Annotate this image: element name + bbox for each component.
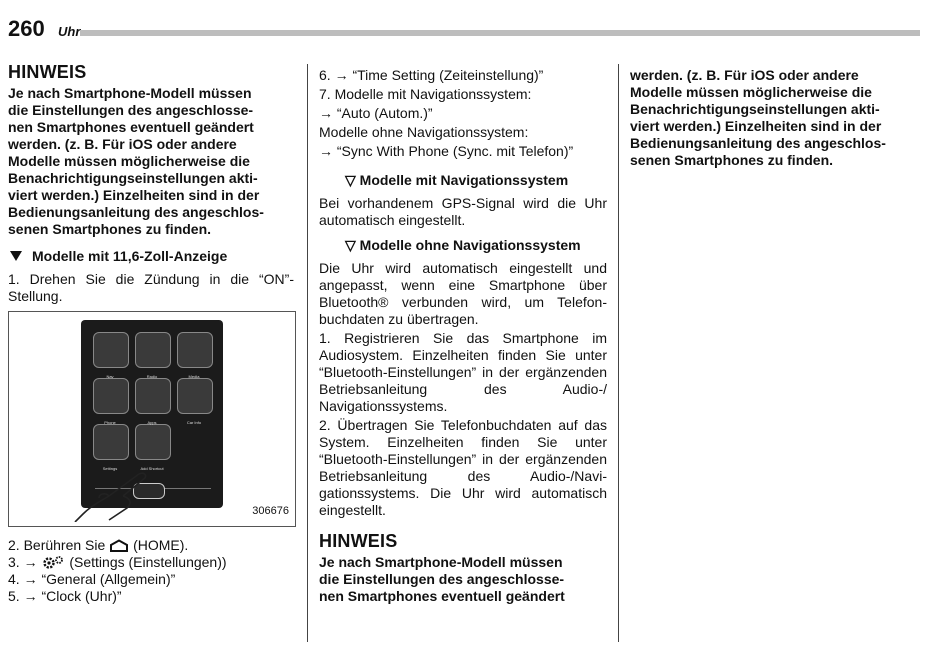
home-icon [109, 539, 129, 553]
note-line: Modelle müssen möglicherweise die [630, 84, 872, 100]
column-divider [307, 64, 308, 642]
media-tile [177, 332, 213, 368]
hand-icon [69, 462, 159, 522]
nonav-text: Die Uhr wird automatisch eingestellt und angepasst, wenn eine Smartphone über Bluetooth® verbunden wird, um Telefonbuchdaten zu übertragen. [319, 260, 607, 327]
step-2: 2. Berühren Sie (HOME). [8, 537, 189, 553]
note-line: Modelle müssen möglicherweise die [8, 153, 250, 169]
note-line: werden. (z. B. Für iOS oder andere [630, 67, 859, 83]
page-header [8, 14, 920, 40]
note-line: Bedienungsanleitung des angeschlos- [8, 204, 264, 220]
hinweis-heading: HINWEIS [8, 62, 87, 82]
step-6: 6. → “Time Setting (Zeiteinstellung)” [319, 67, 544, 83]
touchscreen-illustration: Nav Radio Media Phone Apps Car Info Settings Add Shortcut [81, 320, 223, 508]
note-line: Benachrichtigungseinstellungen akti- [8, 170, 258, 186]
page-number: 260 [8, 16, 45, 41]
note-line: Bedienungsanleitung des angeschlos- [630, 135, 886, 151]
note-line: viert werden.) Einzelheiten sind in der [8, 187, 260, 203]
note-line: senen Smartphones zu finden. [630, 152, 834, 168]
column-3 [630, 64, 918, 169]
step-1: 1. Drehen Sie die Zündung in die “ON”-Stellung. [8, 271, 294, 304]
step-7-auto: → “Auto (Autom.)” [319, 105, 433, 121]
nav-tile [93, 332, 129, 368]
column-divider [618, 64, 619, 642]
register-step: 1. Registrieren Sie das Smartphone im Audiosystem. Einzelheiten finden Sie unter “Bluetooth-Einstellungen” in der ergänzenden Betriebsanleitung des Audio-/ Navigationssystems. [319, 330, 607, 414]
note-line: senen Smartphones zu finden. [8, 221, 212, 237]
column-2 [319, 64, 607, 605]
hinweis-note [319, 554, 607, 605]
nav-subheading: ▽ Modelle mit Navigationssystem [345, 172, 569, 188]
figure-code: 306676 [252, 505, 289, 517]
header-rule [80, 30, 920, 36]
model-heading: Modelle mit 11,6-Zoll-Anzeige [8, 248, 294, 265]
note-line: Je nach Smartphone-Modell müssen [319, 554, 563, 570]
column-1 [8, 64, 294, 605]
hinweis-note-continued [630, 67, 918, 169]
note-line: die Einstellungen des angeschlosse- [319, 571, 565, 587]
note-line: viert werden.) Einzelheiten sind in der [630, 118, 882, 134]
sync-option: → “Sync With Phone (Sync. mit Telefon)” [319, 143, 574, 159]
gear-icon [41, 555, 65, 570]
transfer-step: 2. Übertragen Sie Telefonbuchdaten auf das System. Einzelheiten finden Sie unter “Bluetooth-Einstellungen” in der ergänzenden Betriebsanleitung des Audio-/Navigationssystems. Die Uhr wird automatisch eingestellt. [319, 417, 607, 518]
step-5: 5. → “Clock (Uhr)” [8, 588, 122, 604]
note-line: werden. (z. B. Für iOS oder andere [8, 136, 237, 152]
note-line: Benachrichtigungseinstellungen akti- [630, 101, 880, 117]
hinweis-note [8, 85, 294, 238]
note-line: nen Smartphones eventuell geändert [8, 119, 254, 135]
note-line: die Einstellungen des angeschlosse- [8, 102, 254, 118]
nonav-subheading: ▽ Modelle ohne Navigationssystem [345, 237, 581, 253]
step-4: 4. → “General (Allgemein)” [8, 571, 176, 587]
note-line: Je nach Smartphone-Modell müssen [8, 85, 252, 101]
head-unit-figure [8, 311, 296, 527]
section-title: Uhr [58, 24, 81, 39]
no-nav-label: Modelle ohne Navigationssystem: [319, 124, 529, 140]
radio-tile [135, 332, 171, 368]
nav-text: Bei vorhandenem GPS-Signal wird die Uhr automatisch eingestellt. [319, 195, 607, 228]
step-7: 7. Modelle mit Navigationssystem: [319, 86, 532, 102]
hinweis-heading: HINWEIS [319, 531, 398, 551]
step-3: 3. → (Settings (Einstellungen)) [8, 554, 227, 570]
triangle-down-icon [10, 251, 22, 261]
note-line: nen Smartphones eventuell geändert [319, 588, 565, 604]
